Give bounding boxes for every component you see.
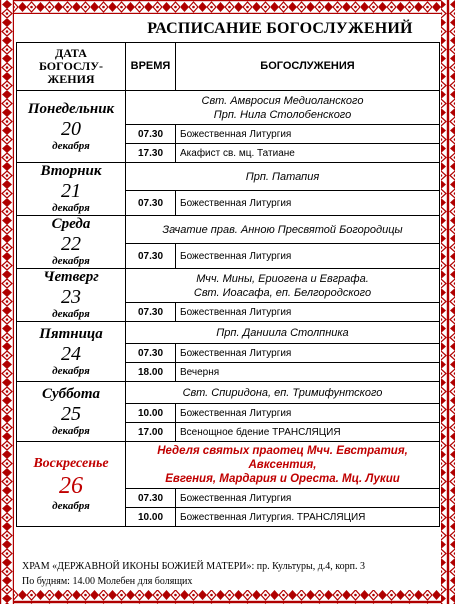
- page-title: РАСПИСАНИЕ БОГОСЛУЖЕНИЙ: [147, 20, 413, 37]
- table-header-row: [17, 43, 440, 91]
- service-name: Божественная Литургия: [176, 344, 440, 363]
- day-cell: [17, 442, 126, 527]
- day-row: [17, 442, 440, 489]
- day-name: Понедельник: [27, 100, 115, 117]
- day-name: Пятница: [39, 325, 103, 342]
- day-month: декабря: [52, 500, 90, 512]
- service-time: 07.30: [126, 244, 176, 269]
- time-column-header: ВРЕМЯ: [126, 43, 176, 91]
- service-time: 07.30: [126, 489, 176, 508]
- day-number: 23: [61, 286, 81, 308]
- schedule-body: [17, 91, 440, 527]
- day-row: [17, 91, 440, 125]
- day-cell: [17, 216, 126, 269]
- service-time: 07.30: [126, 303, 176, 322]
- service-name: Божественная Литургия: [176, 404, 440, 423]
- date-column-header: ДАТА БОГОСЛУ- ЖЕНИЯ: [17, 43, 126, 91]
- service-time: 10.00: [126, 404, 176, 423]
- weekday-note: По будням: 14.00 Молебен для болящих: [22, 576, 193, 587]
- day-cell: [17, 91, 126, 163]
- day-number: 21: [61, 180, 81, 202]
- feast-line: Свт. Спиридона, еп. Тримифунтского: [182, 386, 383, 399]
- feast-line: Зачатие прав. Анною Пресвятой Богородицы: [162, 223, 403, 236]
- day-month: декабря: [52, 424, 90, 437]
- feast-line: Мчч. Мины, Ериогена и Евграфа.: [196, 272, 369, 285]
- day-name: Вторник: [40, 163, 102, 179]
- service-name: Божественная Литургия: [176, 125, 440, 144]
- feast-cell: [126, 163, 440, 191]
- service-name: Божественная Литургия: [176, 191, 440, 216]
- day-name: Четверг: [43, 269, 99, 285]
- service-time: 07.30: [126, 191, 176, 216]
- schedule-table: [16, 42, 440, 527]
- day-number: 24: [61, 342, 81, 365]
- day-month: декабря: [52, 308, 90, 320]
- day-name: Воскресенье: [33, 456, 109, 471]
- service-name: Вечерня: [176, 363, 440, 382]
- service-time: 07.30: [126, 344, 176, 363]
- day-cell: [17, 382, 126, 442]
- day-cell: [17, 322, 126, 382]
- feast-line: Прп. Даниила Столпника: [216, 326, 349, 339]
- day-number: 26: [59, 473, 83, 499]
- service-name: Всенощное бдение ТРАНСЛЯЦИЯ: [176, 423, 440, 442]
- service-time: 07.30: [126, 125, 176, 144]
- day-month: декабря: [52, 139, 90, 152]
- feast-line: Свт. Иоасафа, еп. Белгородского: [193, 286, 372, 299]
- day-cell: [17, 163, 126, 216]
- service-name: Акафист св. мц. Татиане: [176, 144, 440, 163]
- service-time: 18.00: [126, 363, 176, 382]
- services-column-header: БОГОСЛУЖЕНИЯ: [176, 43, 440, 91]
- day-name: Среда: [51, 216, 91, 232]
- feast-line: Прп. Нила Столобенского: [213, 108, 352, 121]
- church-address: ХРАМ «ДЕРЖАВНОЙ ИКОНЫ БОЖИЕЙ МАТЕРИ»: пр. Культуры, д.4, корп. 3: [22, 561, 365, 572]
- service-name: Божественная Литургия: [176, 244, 440, 269]
- day-number: 20: [61, 117, 81, 140]
- day-name: Суббота: [41, 385, 101, 402]
- feast-cell: [126, 216, 440, 244]
- service-time: 10.00: [126, 508, 176, 527]
- feast-line: Евгения, Мардария и Ореста. Мц. Лукии: [165, 473, 400, 485]
- day-month: декабря: [52, 364, 90, 377]
- day-number: 25: [61, 402, 81, 425]
- service-time: 17.00: [126, 423, 176, 442]
- feast-line: Прп. Патапия: [245, 170, 320, 183]
- day-number: 22: [61, 233, 81, 255]
- feast-cell: [126, 91, 440, 125]
- feast-line: Неделя святых праотец Мчч. Евстратия, Авксентия,: [157, 445, 408, 471]
- feast-cell: [126, 269, 440, 303]
- service-name: Божественная Литургия: [176, 303, 440, 322]
- feast-cell: [126, 442, 440, 489]
- service-time: 17.30: [126, 144, 176, 163]
- day-cell: [17, 269, 126, 322]
- day-row: [17, 382, 440, 404]
- feast-cell: [126, 322, 440, 344]
- service-name: Божественная Литургия: [176, 489, 440, 508]
- feast-line: Свт. Амвросия Медиоланского: [201, 94, 364, 107]
- feast-cell: [126, 382, 440, 404]
- service-name: Божественная Литургия. ТРАНСЛЯЦИЯ: [176, 508, 440, 527]
- day-row: [17, 322, 440, 344]
- day-row: [17, 269, 440, 303]
- day-month: декабря: [52, 202, 90, 214]
- day-month: декабря: [52, 255, 90, 267]
- day-row: [17, 216, 440, 244]
- day-row: [17, 163, 440, 191]
